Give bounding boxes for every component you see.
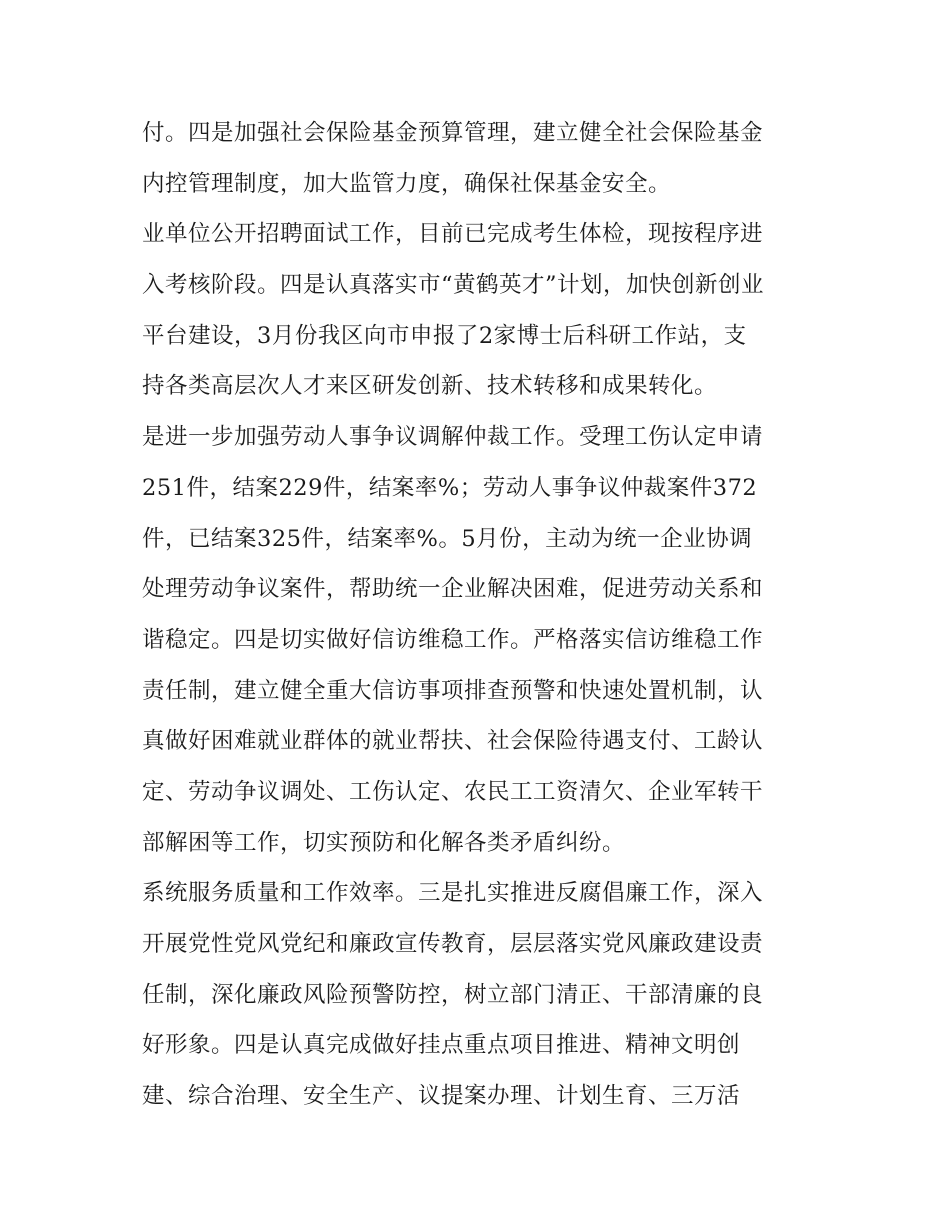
text-line: 业单位公开招聘面试工作，目前已完成考生体检，现按程序进 — [142, 221, 764, 248]
text-line: 件，已结案325件，结案率%。5月份，主动为统一企业协调 — [142, 525, 753, 552]
text-line: 开展党性党风党纪和廉政宣传教育，层层落实党风廉政建设责 — [142, 931, 764, 957]
text-line: 处理劳动争议案件，帮助统一企业解决困难，促进劳动关系和 — [142, 576, 764, 603]
text-line: 系统服务质量和工作效率。三是扎实推进反腐倡廉工作，深入 — [142, 880, 764, 907]
text-line: 部解困等工作，切实预防和化解各类矛盾纠纷。 — [142, 829, 626, 856]
text-line: 任制，深化廉政风险预警防控，树立部门清正、干部清廉的良 — [142, 981, 764, 1008]
text-line: 持各类高层次人才来区研发创新、技术转移和成果转化。 — [142, 373, 718, 400]
document-body — [142, 108, 822, 1122]
text-line: 责任制，建立健全重大信访事项排查预警和快速处置机制，认 — [142, 677, 764, 704]
text-line: 内控管理制度，加大监管力度，确保社保基金安全。 — [142, 170, 672, 197]
text-line: 付。四是加强社会保险基金预算管理，建立健全社会保险基金 — [142, 120, 764, 146]
text-line: 谐稳定。四是切实做好信访维稳工作。严格落实信访维稳工作 — [142, 626, 764, 653]
text-line: 是进一步加强劳动人事争议调解仲裁工作。受理工伤认定申请 — [142, 424, 764, 451]
text-line: 建、综合治理、安全生产、议提案办理、计划生育、三万活 — [142, 1083, 741, 1110]
text-line: 平台建设，3月份我区向市申报了2家博士后科研工作站，支 — [142, 322, 747, 349]
text-line: 251件，结案229件，结案率%；劳动人事争议仲裁案件372 — [142, 474, 758, 501]
text-line: 定、劳动争议调处、工伤认定、农民工工资清欠、企业军转干 — [142, 778, 764, 805]
text-line: 入考核阶段。四是认真落实市“黄鹤英才”计划，加快创新创业 — [142, 272, 765, 299]
text-line: 真做好困难就业群体的就业帮扶、社会保险待遇支付、工龄认 — [142, 728, 764, 755]
text-line: 好形象。四是认真完成做好挂点重点项目推进、精神文明创 — [142, 1032, 741, 1059]
